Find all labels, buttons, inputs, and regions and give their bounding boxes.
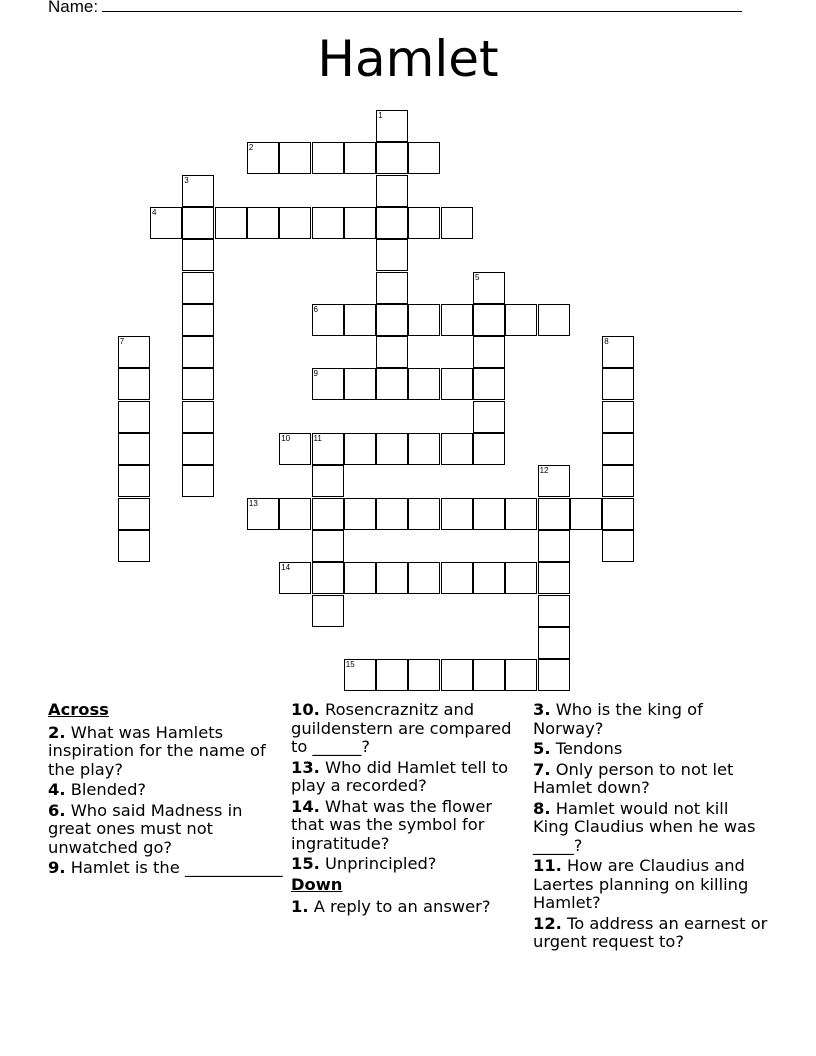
crossword-cell[interactable] (215, 207, 247, 239)
clue-item-text: Unprincipled? (319, 854, 437, 873)
crossword-cell[interactable] (408, 433, 440, 465)
crossword-cell[interactable] (182, 175, 214, 207)
clue-item-number: 6. (48, 800, 66, 820)
crossword-cell[interactable] (538, 627, 570, 659)
clue-number: 15 (345, 660, 355, 670)
clue-item (291, 759, 527, 796)
crossword-cell[interactable] (570, 498, 602, 530)
crossword-cell[interactable] (344, 304, 376, 336)
clue-item-number: 13. (291, 757, 320, 777)
crossword-cell[interactable] (408, 304, 440, 336)
clue-number: 5 (475, 272, 480, 282)
crossword-cell[interactable] (538, 595, 570, 627)
crossword-cell[interactable] (408, 498, 440, 530)
clue-item-text: Only person to not let Hamlet down? (533, 759, 734, 797)
clue-item-text: Who did Hamlet tell to play a recorded? (291, 757, 509, 795)
crossword-cell[interactable] (408, 659, 440, 691)
clue-item-number: 3. (533, 700, 551, 719)
clue-item (533, 857, 769, 913)
crossword-cell[interactable] (118, 336, 150, 368)
clue-item (291, 798, 527, 854)
crossword-cell[interactable] (538, 562, 570, 594)
page-title: Hamlet (317, 30, 499, 88)
crossword-cell[interactable] (376, 239, 408, 271)
crossword-cell[interactable] (344, 142, 376, 174)
crossword-cell[interactable] (473, 272, 505, 304)
clue-item (48, 781, 284, 800)
crossword-cell[interactable] (538, 659, 570, 691)
crossword-cell[interactable] (538, 465, 570, 497)
crossword-cell[interactable] (118, 465, 150, 497)
crossword-cell[interactable] (312, 207, 344, 239)
down-heading: Down (291, 874, 343, 894)
crossword-cell[interactable] (602, 368, 634, 400)
crossword-cell[interactable] (182, 336, 214, 368)
crossword-cell[interactable] (473, 336, 505, 368)
crossword-cell[interactable] (182, 239, 214, 271)
name-label: Name: (48, 0, 99, 16)
clue-item-text: To address an earnest or urgent request to? (533, 913, 768, 951)
crossword-cell[interactable] (182, 272, 214, 304)
crossword-cell[interactable] (441, 368, 473, 400)
clue-item-text: Who is the king of Norway? (533, 700, 703, 738)
crossword-cell[interactable] (505, 304, 537, 336)
crossword-cell[interactable] (441, 433, 473, 465)
crossword-cell[interactable] (538, 304, 570, 336)
crossword-cell[interactable] (344, 498, 376, 530)
crossword-cell[interactable] (602, 498, 634, 530)
clue-number: 13 (248, 498, 258, 508)
crossword-cell[interactable] (538, 530, 570, 562)
crossword-cell[interactable] (602, 465, 634, 497)
crossword-cell[interactable] (376, 142, 408, 174)
clue-item-text: Tendons (550, 739, 623, 758)
crossword-cell[interactable] (312, 595, 344, 627)
crossword-cell[interactable] (376, 659, 408, 691)
clue-number: 4 (152, 207, 157, 217)
crossword-cell[interactable] (408, 207, 440, 239)
crossword-cell[interactable] (376, 110, 408, 142)
crossword-cell[interactable] (279, 142, 311, 174)
crossword-cell[interactable] (505, 659, 537, 691)
clue-number: 2 (248, 143, 254, 153)
clue-item-text: What was the flower that was the symbol for ingratitude? (291, 796, 493, 853)
clue-item-number: 4. (48, 780, 66, 799)
clues-column-1 (48, 701, 284, 880)
crossword-cell[interactable] (182, 368, 214, 400)
clue-item (533, 915, 769, 952)
crossword-cell[interactable] (118, 433, 150, 465)
clue-item-number: 10. (291, 700, 320, 719)
crossword-cell[interactable] (602, 530, 634, 562)
crossword-cell[interactable] (473, 562, 505, 594)
clue-number: 7 (119, 337, 125, 347)
clues-column-2 (291, 701, 527, 919)
clue-item-number: 5. (533, 739, 551, 758)
crossword-cell[interactable] (376, 368, 408, 400)
clue-item (291, 898, 527, 917)
crossword-cell[interactable] (118, 498, 150, 530)
clue-item-number: 7. (533, 759, 551, 779)
crossword-cell[interactable] (408, 142, 440, 174)
crossword-cell[interactable] (312, 142, 344, 174)
crossword-cell[interactable] (344, 368, 376, 400)
clue-item (533, 701, 769, 738)
clues-column-3 (533, 701, 769, 954)
crossword-cell[interactable] (279, 207, 311, 239)
clue-item (533, 800, 769, 856)
crossword-cell[interactable] (344, 562, 376, 594)
clue-item-number: 9. (48, 858, 66, 877)
clue-number: 10 (281, 434, 291, 443)
clue-item (48, 859, 284, 878)
crossword-cell[interactable] (376, 336, 408, 368)
crossword-cell[interactable] (376, 433, 408, 465)
crossword-cell[interactable] (441, 562, 473, 594)
clue-number: 6 (313, 304, 318, 314)
clue-item-text: Hamlet would not kill King Claudius when he was _____? (533, 798, 756, 855)
clue-item (291, 701, 527, 757)
crossword-cell[interactable] (247, 207, 279, 239)
crossword-cell[interactable] (441, 304, 473, 336)
crossword-cell[interactable] (376, 562, 408, 594)
crossword-cell[interactable] (118, 401, 150, 433)
clue-number: 8 (604, 337, 609, 347)
crossword-cell[interactable] (279, 498, 311, 530)
crossword-cell[interactable] (602, 336, 634, 368)
crossword-cell[interactable] (182, 465, 214, 497)
crossword-cell[interactable] (376, 175, 408, 207)
crossword-cell[interactable] (312, 465, 344, 497)
crossword-cell[interactable] (473, 659, 505, 691)
clue-item-text: Who said Madness in great ones must not unwatched go? (48, 800, 243, 857)
crossword-cell[interactable] (312, 498, 344, 530)
clue-item-text: A reply to an answer? (308, 897, 491, 916)
crossword-cell[interactable] (312, 433, 344, 465)
crossword-cell[interactable] (312, 304, 344, 336)
crossword-cell[interactable] (118, 368, 150, 400)
clue-number: 9 (313, 369, 318, 379)
crossword-cell[interactable] (344, 207, 376, 239)
clue-item-text: Rosencraznitz and guildenstern are compared to ______? (291, 700, 512, 756)
crossword-cell[interactable] (150, 207, 182, 239)
crossword-cell[interactable] (441, 207, 473, 239)
clue-item-number: 1. (291, 897, 309, 916)
across-heading: Across (48, 700, 109, 719)
crossword-cell[interactable] (408, 562, 440, 594)
crossword-cell[interactable] (376, 498, 408, 530)
clue-number: 11 (313, 434, 322, 443)
clue-item-text: How are Claudius and Laertes planning on killing Hamlet? (533, 856, 749, 912)
crossword-cell[interactable] (473, 433, 505, 465)
crossword-cell[interactable] (376, 272, 408, 304)
crossword-cell[interactable] (473, 368, 505, 400)
crossword-cell[interactable] (279, 433, 311, 465)
clue-item (48, 802, 284, 858)
crossword-cell[interactable] (279, 562, 311, 594)
crossword-cell[interactable] (182, 433, 214, 465)
clue-item (533, 740, 769, 759)
crossword-cell[interactable] (118, 530, 150, 562)
crossword-cell[interactable] (473, 304, 505, 336)
crossword-cell[interactable] (344, 659, 376, 691)
crossword-cell[interactable] (376, 207, 408, 239)
clue-number: 1 (378, 111, 383, 120)
clue-item-text: Blended? (65, 780, 147, 799)
crossword-cell[interactable] (602, 433, 634, 465)
clue-item-number: 14. (291, 796, 320, 816)
clue-number: 3 (184, 175, 189, 185)
crossword-cell[interactable] (505, 498, 537, 530)
crossword-cell[interactable] (312, 562, 344, 594)
clue-number: 12 (539, 466, 549, 476)
clue-item-number: 15. (291, 854, 320, 873)
crossword-cell[interactable] (247, 498, 279, 530)
crossword-cell[interactable] (441, 659, 473, 691)
crossword-cell[interactable] (312, 368, 344, 400)
clue-item-text: What was Hamlets inspiration for the name of the play? (48, 722, 266, 779)
clue-item-number: 2. (48, 722, 66, 742)
crossword-cell[interactable] (441, 498, 473, 530)
clue-item-number: 8. (533, 798, 551, 818)
clue-item (291, 855, 527, 874)
crossword-cell[interactable] (473, 498, 505, 530)
crossword-cell[interactable] (473, 401, 505, 433)
clue-item (533, 761, 769, 798)
clue-number: 14 (281, 563, 291, 573)
crossword-cell[interactable] (247, 142, 279, 174)
crossword-cell[interactable] (182, 207, 214, 239)
clue-item-number: 11. (533, 856, 562, 875)
crossword-cell[interactable] (376, 304, 408, 336)
crossword-cell[interactable] (182, 304, 214, 336)
crossword-cell[interactable] (602, 401, 634, 433)
clue-item-text: Hamlet is the ____________ (65, 858, 283, 877)
clue-item-number: 12. (533, 913, 562, 933)
crossword-cell[interactable] (538, 498, 570, 530)
clue-item (48, 724, 284, 780)
crossword-cell[interactable] (408, 368, 440, 400)
crossword-cell[interactable] (182, 401, 214, 433)
crossword-cell[interactable] (312, 530, 344, 562)
crossword-cell[interactable] (344, 433, 376, 465)
crossword-cell[interactable] (505, 562, 537, 594)
